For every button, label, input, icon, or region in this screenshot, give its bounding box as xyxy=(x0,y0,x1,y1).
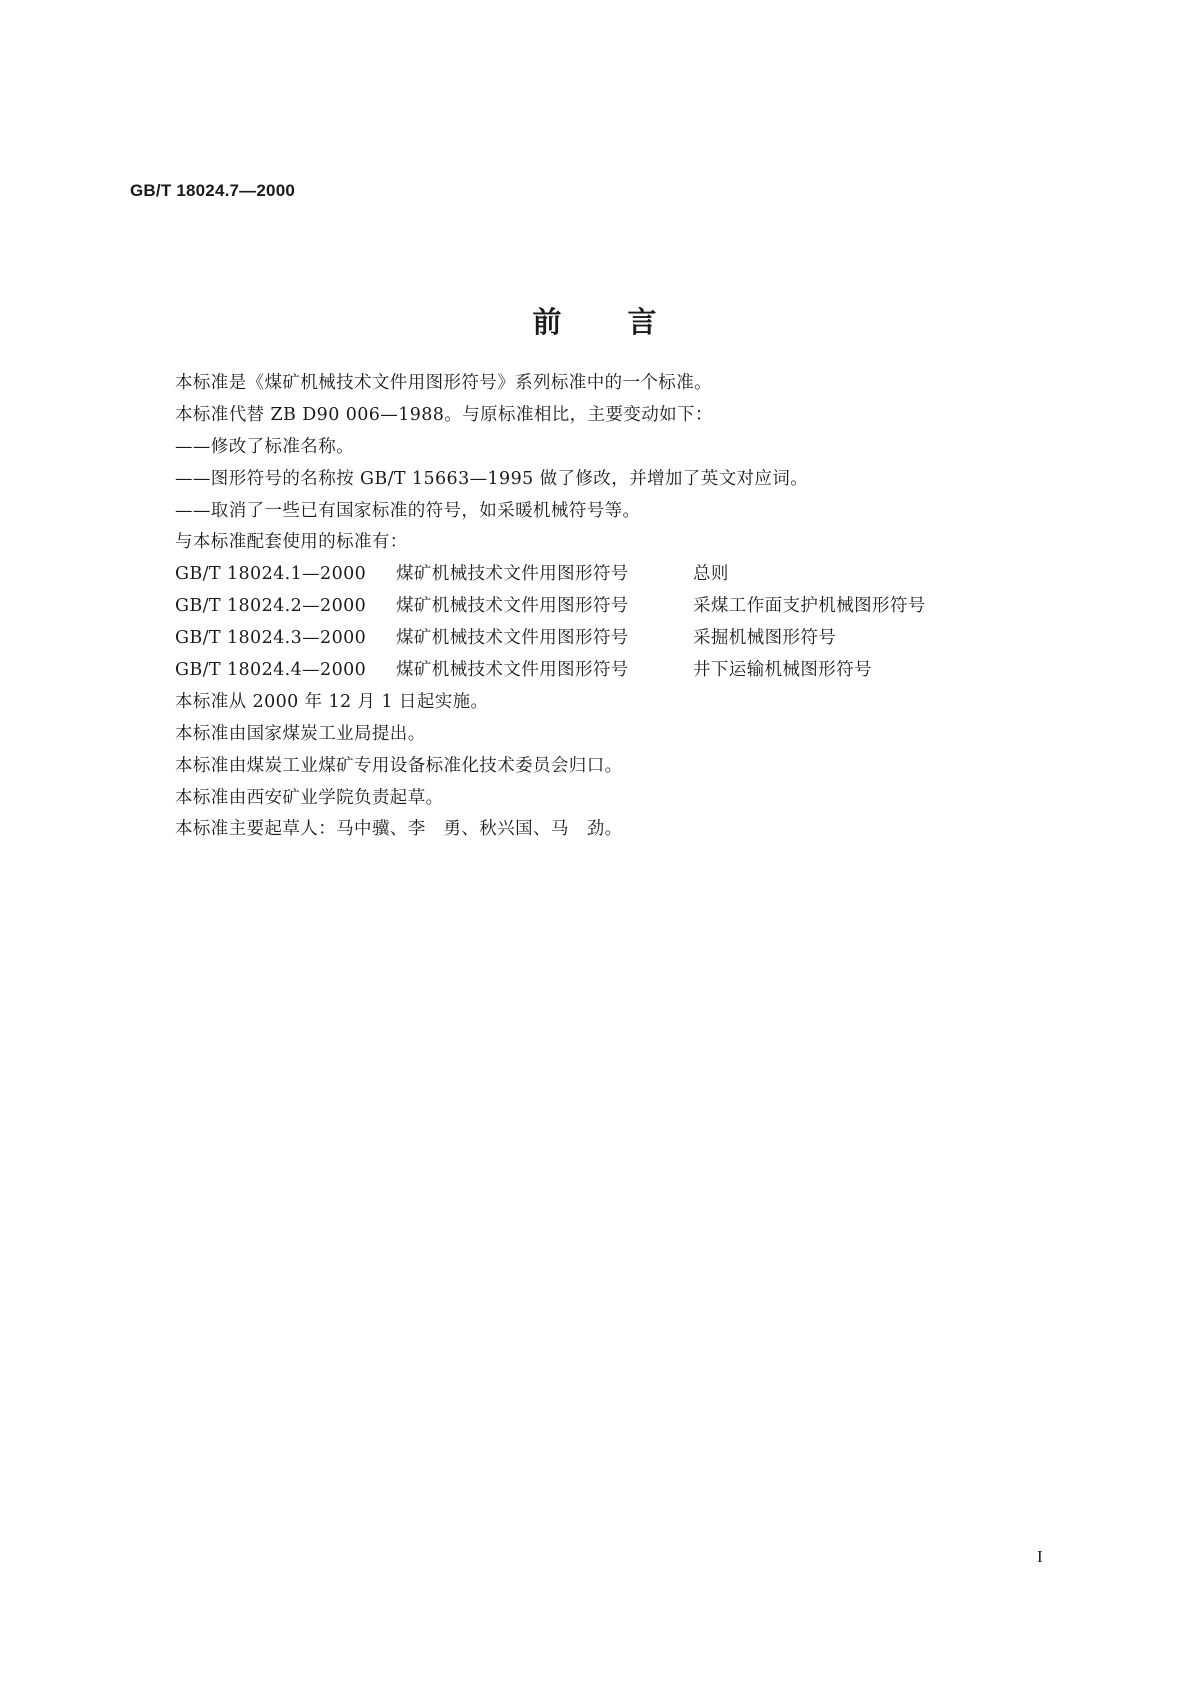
related-standard-series: 煤矿机械技术文件用图形符号 xyxy=(396,596,629,617)
related-standard-code: GB/T 18024.3—2000 xyxy=(175,628,367,649)
title-char-2: 言 xyxy=(627,305,659,339)
related-standard-series: 煤矿机械技术文件用图形符号 xyxy=(396,660,629,681)
drafters-line: 本标准主要起草人：马中骥、李 勇、秋兴国、马 劲。 xyxy=(175,819,623,840)
change-item: ——图形符号的名称按 GB/T 15663—1995 做了修改，并增加了英文对应词。 xyxy=(175,468,809,489)
related-standard-row xyxy=(175,623,1055,655)
preface-body xyxy=(175,368,1055,846)
preface-line: 与本标准配套使用的标准有： xyxy=(175,532,408,553)
standard-code-header: GB/T 18024.7—2000 xyxy=(130,181,295,200)
related-standard-part: 采掘机械图形符号 xyxy=(693,628,837,649)
related-standard-row xyxy=(175,655,1055,687)
preface-line: 本标准是《煤矿机械技术文件用图形符号》系列标准中的一个标准。 xyxy=(175,373,712,393)
change-item: ——取消了一些已有国家标准的符号，如采暖机械符号等。 xyxy=(175,500,641,521)
page-title xyxy=(0,300,1191,341)
related-standard-code: GB/T 18024.2—2000 xyxy=(175,596,367,617)
related-standard-code: GB/T 18024.1—2000 xyxy=(175,564,367,585)
change-item: ——修改了标准名称。 xyxy=(175,436,354,457)
related-standard-row xyxy=(175,591,1055,623)
related-standard-part: 井下运输机械图形符号 xyxy=(693,660,872,681)
related-standard-series: 煤矿机械技术文件用图形符号 xyxy=(396,628,629,649)
proposer-line: 本标准由国家煤炭工业局提出。 xyxy=(175,723,426,744)
related-standard-code: GB/T 18024.4—2000 xyxy=(175,660,367,681)
related-standard-row xyxy=(175,559,1055,591)
title-char-1: 前 xyxy=(532,305,564,339)
related-standard-part: 采煤工作面支护机械图形符号 xyxy=(693,596,926,617)
drafter-org-line: 本标准由西安矿业学院负责起草。 xyxy=(175,787,444,808)
page-number: I xyxy=(1037,1547,1043,1566)
effective-date-line: 本标准从 2000 年 12 月 1 日起实施。 xyxy=(175,691,489,712)
related-standard-part: 总则 xyxy=(693,564,729,585)
related-standard-series: 煤矿机械技术文件用图形符号 xyxy=(396,564,629,585)
administrator-line: 本标准由煤炭工业煤矿专用设备标准化技术委员会归口。 xyxy=(175,755,623,776)
preface-line: 本标准代替 ZB D90 006—1988。与原标准相比，主要变动如下： xyxy=(175,404,713,425)
